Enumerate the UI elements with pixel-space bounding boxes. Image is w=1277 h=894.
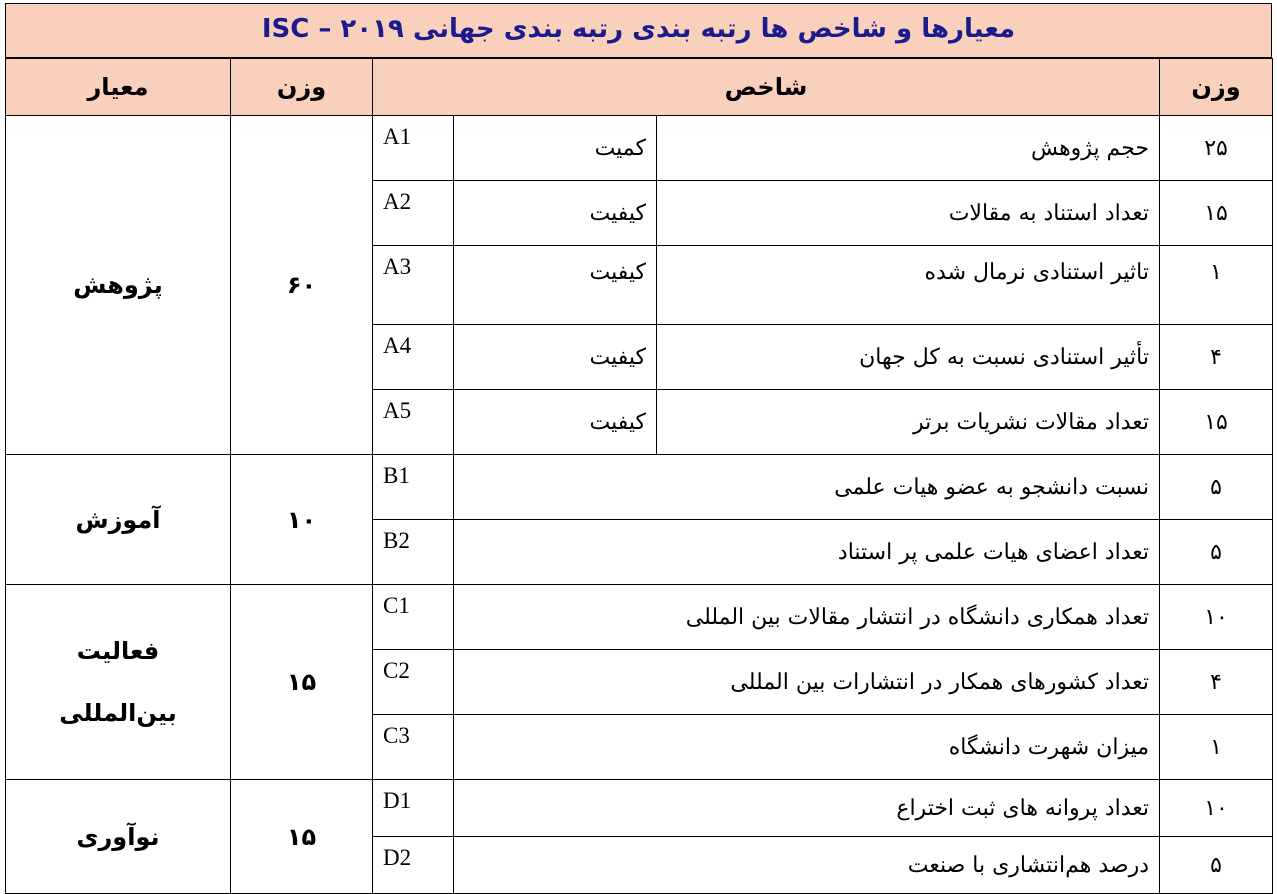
table-row: [6, 780, 1273, 837]
indicator-name: نسبت دانشجو به عضو هیات علمی: [454, 455, 1160, 520]
indicator-weight: ۵: [1160, 837, 1273, 894]
indicator-name: حجم پژوهش: [657, 116, 1160, 181]
indicator-weight: ۱۵: [1160, 390, 1273, 455]
indicator-code: C3: [373, 715, 454, 780]
indicator-code: A2: [373, 181, 454, 246]
indicator-name: درصد هم‌انتشاری با صنعت: [454, 837, 1160, 894]
indicator-code: D1: [373, 780, 454, 837]
indicator-code: C2: [373, 650, 454, 715]
indicator-weight: ۱: [1160, 246, 1273, 325]
indicator-code: B1: [373, 455, 454, 520]
indicator-name: تعداد اعضای هیات علمی پر استناد: [454, 520, 1160, 585]
indicator-name: تعداد مقالات نشریات برتر: [657, 390, 1160, 455]
table-row: [6, 585, 1273, 650]
indicator-code: A4: [373, 325, 454, 390]
criterion-weight-international: ۱۵: [231, 585, 373, 780]
criterion-research: پژوهش: [6, 116, 231, 455]
header-weight: وزن: [231, 59, 373, 116]
indicator-name: تاثیر استنادی نرمال شده: [657, 246, 1160, 325]
criterion-international-line2: بین‌المللی: [59, 699, 177, 727]
indicator-weight: ۴: [1160, 325, 1273, 390]
indicator-type: کمیت: [454, 116, 657, 181]
indicator-code: A5: [373, 390, 454, 455]
header-criterion: معیار: [6, 59, 231, 116]
header-indicator: شاخص: [373, 59, 1160, 116]
indicator-weight: ۴: [1160, 650, 1273, 715]
table-title: معیارها و شاخص ها رتبه بندی رتبه بندی جهانی ISC – ۲۰۱۹: [5, 3, 1272, 58]
indicator-weight: ۲۵: [1160, 116, 1273, 181]
indicator-name: تعداد پروانه های ثبت اختراع: [454, 780, 1160, 837]
indicator-code: D2: [373, 837, 454, 894]
criterion-weight-research: ۶۰: [231, 116, 373, 455]
criteria-table: [5, 58, 1273, 894]
indicator-weight: ۱۰: [1160, 585, 1273, 650]
indicator-type: کیفیت: [454, 325, 657, 390]
table-row: [6, 455, 1273, 520]
indicator-weight: ۵: [1160, 520, 1273, 585]
criterion-international-line1: فعالیت: [76, 637, 160, 665]
indicator-type: کیفیت: [454, 181, 657, 246]
indicator-name: میزان شهرت دانشگاه: [454, 715, 1160, 780]
indicator-weight: ۱۵: [1160, 181, 1273, 246]
indicator-code: B2: [373, 520, 454, 585]
criterion-weight-innovation: ۱۵: [231, 780, 373, 894]
criterion-education: آموزش: [6, 455, 231, 585]
indicator-weight: ۱: [1160, 715, 1273, 780]
indicator-name: تعداد کشورهای همکار در انتشارات بین المللی: [454, 650, 1160, 715]
indicator-name: تعداد استناد به مقالات: [657, 181, 1160, 246]
indicator-code: C1: [373, 585, 454, 650]
table-row: [6, 116, 1273, 181]
header-indicator-weight: وزن: [1160, 59, 1273, 116]
indicator-name: تأثیر استنادی نسبت به کل جهان: [657, 325, 1160, 390]
header-row: [6, 59, 1273, 116]
indicator-code: A3: [373, 246, 454, 325]
indicator-name: تعداد همکاری دانشگاه در انتشار مقالات بین المللی: [454, 585, 1160, 650]
indicator-weight: ۵: [1160, 455, 1273, 520]
indicator-code: A1: [373, 116, 454, 181]
criterion-innovation: نوآوری: [6, 780, 231, 894]
indicator-weight: ۱۰: [1160, 780, 1273, 837]
indicator-type: کیفیت: [454, 246, 657, 325]
criterion-weight-education: ۱۰: [231, 455, 373, 585]
criterion-international: [6, 585, 231, 780]
indicator-type: کیفیت: [454, 390, 657, 455]
